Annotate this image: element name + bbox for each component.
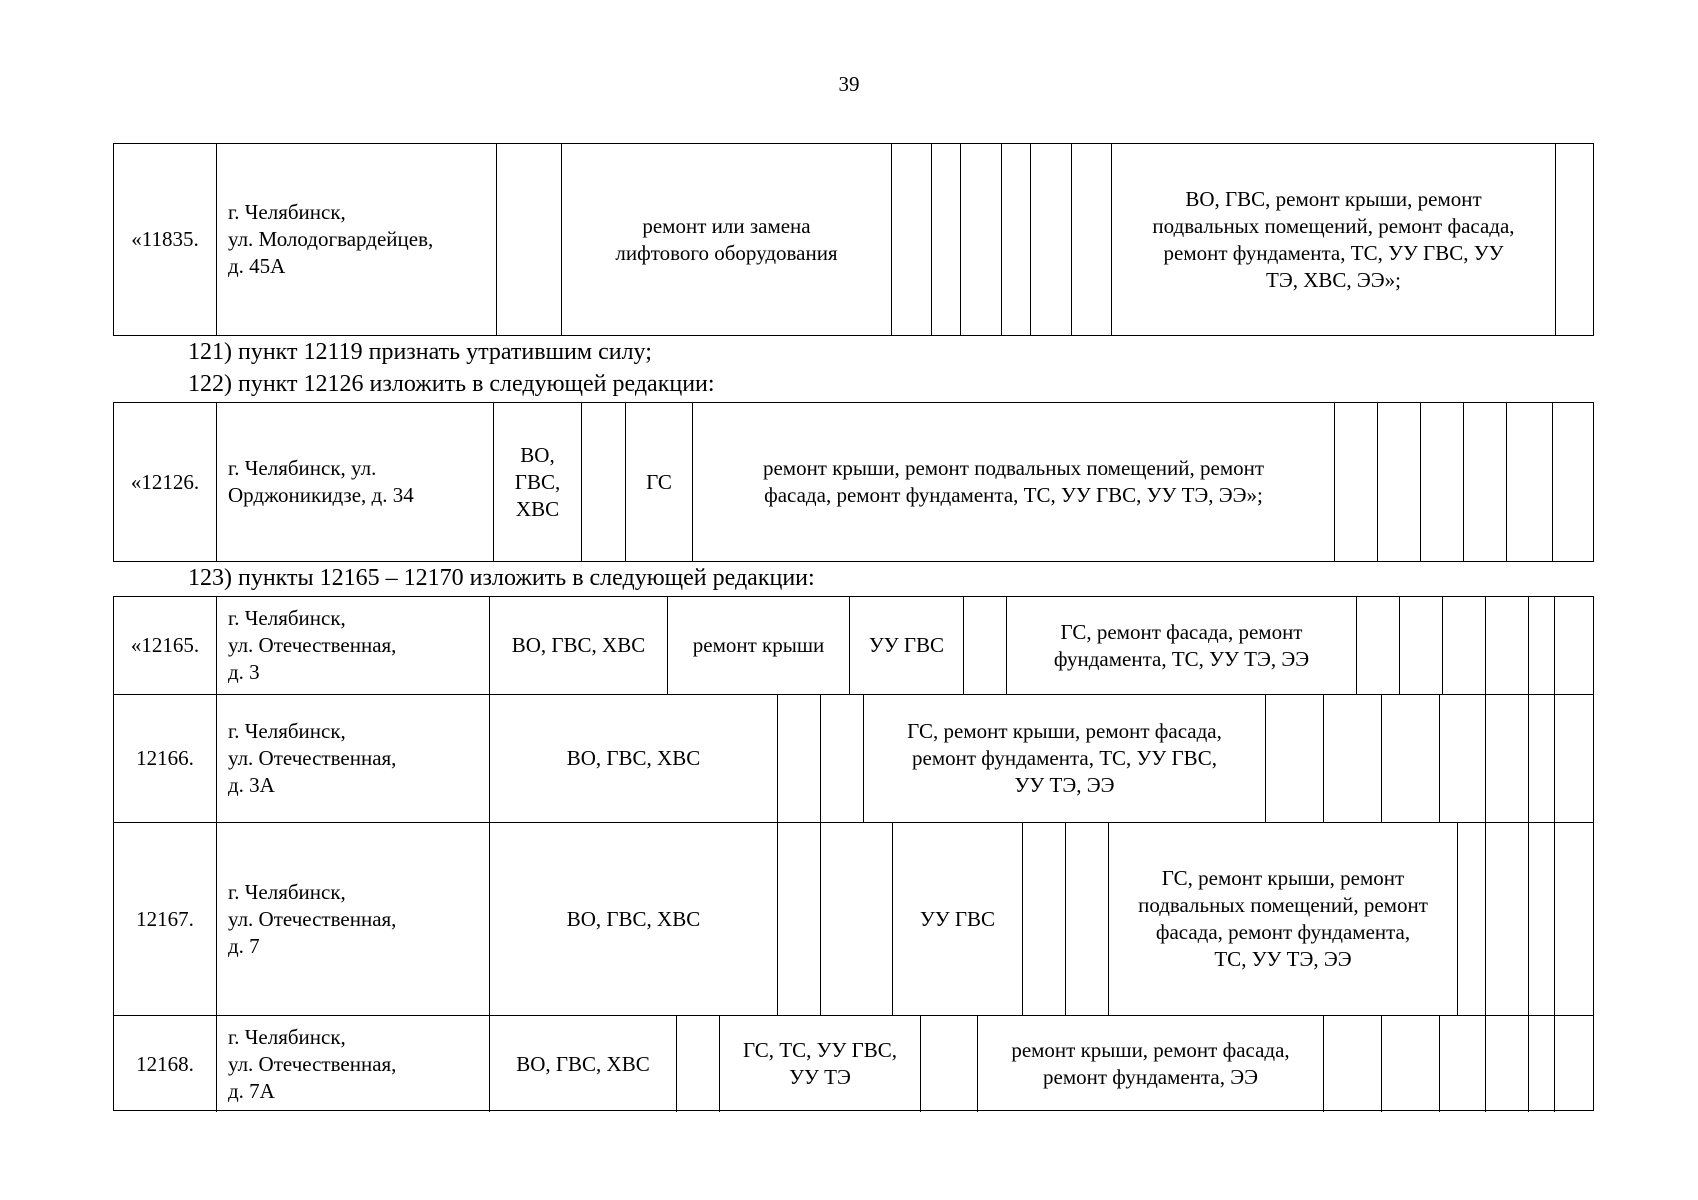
row-number-cell: 12168.: [136, 1051, 194, 1076]
address-cell: г. Челябинск, ул. Отечественная, д. 3: [216, 597, 489, 694]
empty-cell: [1506, 403, 1552, 561]
empty-cell: [1554, 695, 1595, 822]
empty-cell: [1554, 597, 1595, 694]
empty-cell: [1381, 695, 1439, 822]
empty-cell: [676, 1016, 719, 1112]
empty-cell: [1439, 1016, 1485, 1112]
empty-cell: [931, 144, 960, 335]
address-cell: г. Челябинск, ул. Отечественная, д. 7: [216, 823, 489, 1015]
empty-cell: [1554, 823, 1595, 1015]
empty-cell: [1439, 695, 1485, 822]
empty-cell: [1323, 1016, 1381, 1112]
works-cell: ГС: [625, 403, 692, 561]
works-cell: ВО, ГВС, ХВС: [489, 695, 777, 822]
paragraph-123: 123) пункты 12165 – 12170 изложить в следующей редакции:: [188, 565, 815, 591]
table-row: [114, 1015, 1593, 1112]
empty-cell: [1334, 403, 1377, 561]
table-row: [114, 694, 1593, 822]
empty-cell: [496, 144, 561, 335]
empty-cell: [820, 695, 863, 822]
empty-cell: [960, 144, 1001, 335]
table-row: [114, 822, 1593, 1015]
works-cell: ремонт или замена лифтового оборудования: [561, 144, 891, 335]
row-number-cell: «11835.: [131, 227, 199, 251]
empty-cell: [1552, 403, 1595, 561]
empty-cell: [1323, 695, 1381, 822]
works-cell: ГС, ремонт крыши, ремонт подвальных помещений, ремонт фасада, ремонт фундамента, ТС, УУ ТЭ, ЭЭ: [1108, 823, 1457, 1015]
empty-cell: [891, 144, 931, 335]
empty-cell: [1022, 823, 1065, 1015]
works-cell: ВО, ГВС, ХВС: [489, 597, 667, 694]
table-row: [114, 597, 1593, 694]
works-cell: ГС, ТС, УУ ГВС, УУ ТЭ: [719, 1016, 920, 1112]
empty-cell: [1528, 597, 1554, 694]
empty-cell: [1442, 597, 1485, 694]
empty-cell: [1554, 1016, 1595, 1112]
row-number-cell: «12165.: [130, 633, 200, 657]
empty-cell: [1555, 144, 1595, 335]
empty-cell: [1265, 695, 1323, 822]
empty-cell: [1485, 597, 1528, 694]
works-cell: ГС, ремонт фасада, ремонт фундамента, ТС, УУ ТЭ, ЭЭ: [1006, 597, 1356, 694]
works-cell: ГС, ремонт крыши, ремонт фасада, ремонт фундамента, ТС, УУ ГВС, УУ ТЭ, ЭЭ: [863, 695, 1265, 822]
empty-cell: [1528, 823, 1554, 1015]
address-cell: г. Челябинск, ул. Молодогвардейцев, д. 45А: [216, 144, 496, 335]
empty-cell: [1528, 695, 1554, 822]
empty-cell: [1356, 597, 1399, 694]
empty-cell: [777, 695, 820, 822]
empty-cell: [1457, 823, 1485, 1015]
table-11835: [113, 143, 1594, 336]
empty-cell: [1377, 403, 1420, 561]
empty-cell: [1065, 823, 1108, 1015]
empty-cell: [1030, 144, 1071, 335]
table-12165-12170: [113, 596, 1594, 1111]
row-number-cell: 12166.: [136, 746, 194, 770]
empty-cell: [1485, 1016, 1528, 1112]
table-12126: [113, 402, 1594, 562]
empty-cell: [920, 1016, 977, 1112]
row-number-cell: «12126.: [130, 469, 200, 494]
empty-cell: [1381, 1016, 1439, 1112]
empty-cell: [820, 823, 892, 1015]
works-cell: ремонт крыши: [667, 597, 849, 694]
empty-cell: [1528, 1016, 1554, 1112]
empty-cell: [963, 597, 1006, 694]
table-row: [114, 403, 1593, 561]
empty-cell: [1485, 823, 1528, 1015]
page-number: 39: [838, 72, 860, 96]
paragraph-121: 121) пункт 12119 признать утратившим силу;: [188, 339, 652, 365]
works-cell: ВО, ГВС, ХВС: [489, 1016, 676, 1112]
works-cell: УУ ГВС: [892, 823, 1022, 1015]
works-cell: ремонт крыши, ремонт подвальных помещений, ремонт фасада, ремонт фундамента, ТС, УУ ГВС, УУ ТЭ, ЭЭ»;: [692, 403, 1334, 561]
empty-cell: [1463, 403, 1506, 561]
address-cell: г. Челябинск, ул. Отечественная, д. 7А: [216, 1016, 489, 1112]
empty-cell: [1001, 144, 1030, 335]
empty-cell: [1420, 403, 1463, 561]
works-cell: ВО, ГВС, ХВС: [489, 823, 777, 1015]
empty-cell: [1399, 597, 1442, 694]
paragraph-122: 122) пункт 12126 изложить в следующей редакции:: [188, 371, 715, 397]
empty-cell: [1485, 695, 1528, 822]
empty-cell: [777, 823, 820, 1015]
works-cell: ВО, ГВС, ХВС: [493, 403, 581, 561]
works-cell: УУ ГВС: [849, 597, 963, 694]
empty-cell: [581, 403, 625, 561]
address-cell: г. Челябинск, ул. Орджоникидзе, д. 34: [216, 403, 493, 561]
row-number-cell: 12167.: [136, 906, 194, 931]
table-row: [114, 144, 1593, 335]
works-cell: ВО, ГВС, ремонт крыши, ремонт подвальных помещений, ремонт фасада, ремонт фундамента, ТС, УУ ГВС, УУ ТЭ, ХВС, ЭЭ»;: [1111, 144, 1555, 335]
address-cell: г. Челябинск, ул. Отечественная, д. 3А: [216, 695, 489, 822]
empty-cell: [1071, 144, 1111, 335]
works-cell: ремонт крыши, ремонт фасада, ремонт фундамента, ЭЭ: [977, 1016, 1323, 1112]
